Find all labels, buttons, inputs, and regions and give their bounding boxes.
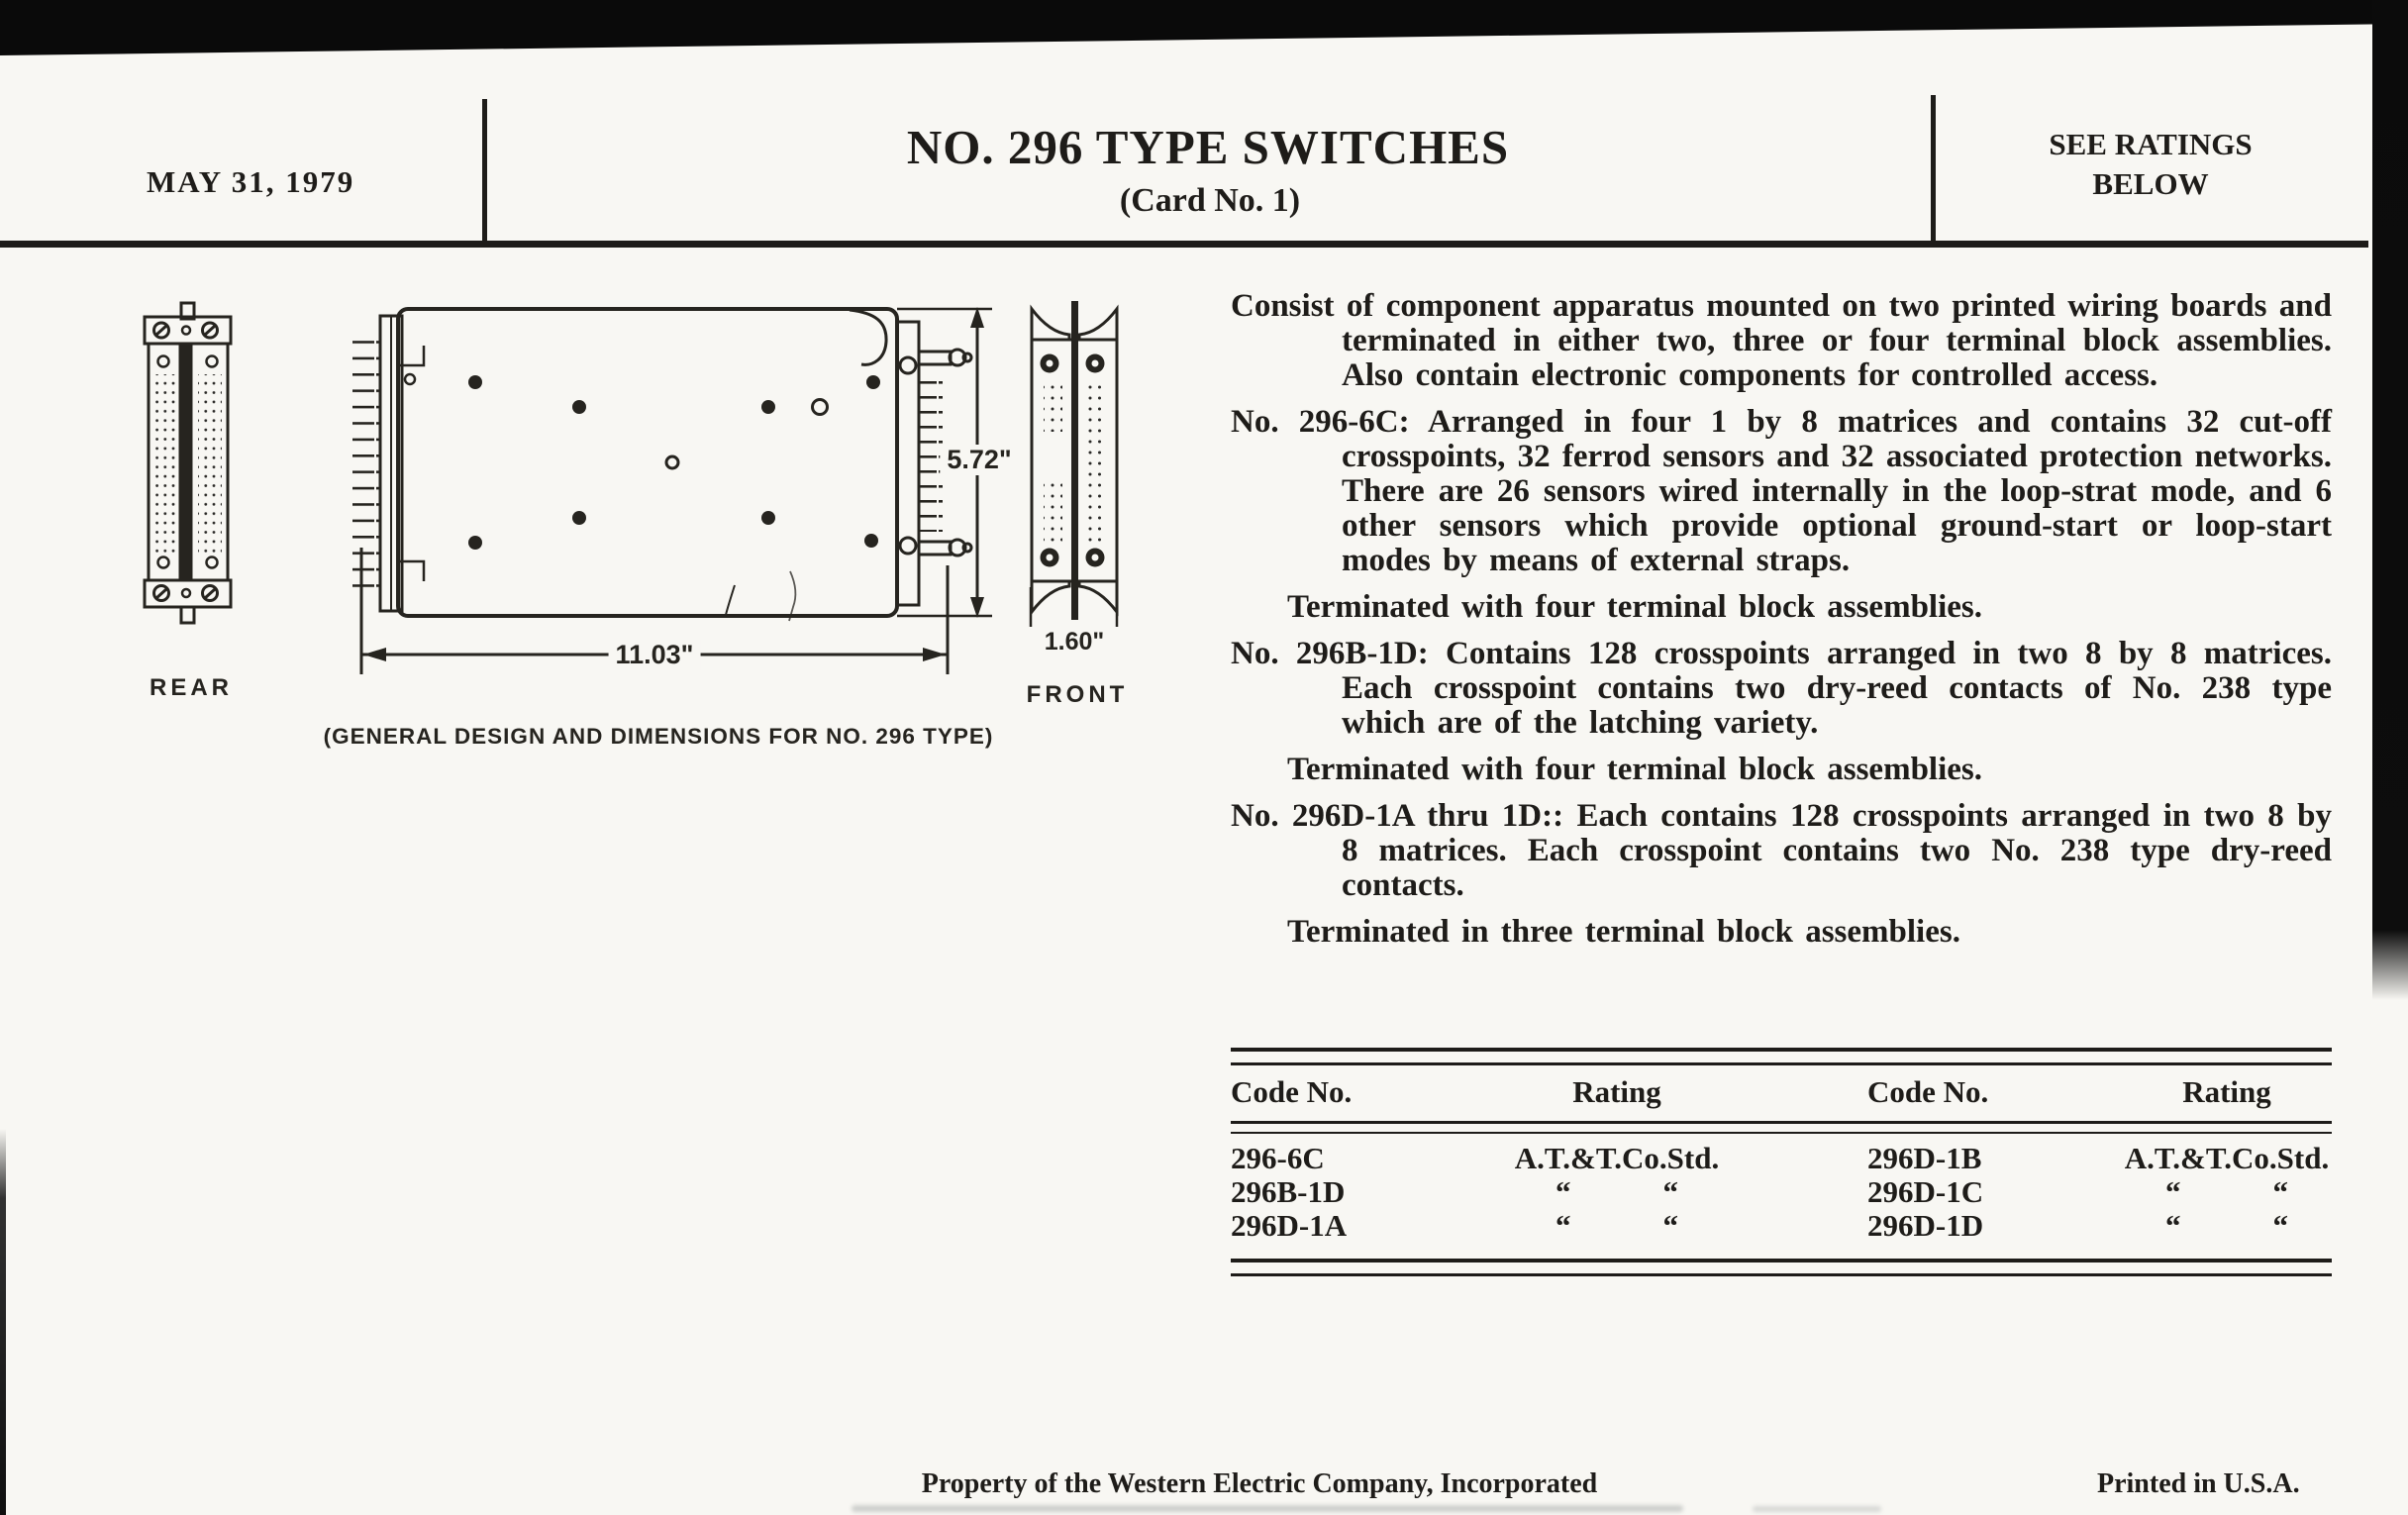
- scan-smudge: [1753, 1506, 1881, 1512]
- scan-top-edge: [0, 0, 2408, 59]
- code-cell: 296D-1A: [1231, 1208, 1348, 1243]
- printed-in-notice: Printed in U.S.A.: [2097, 1468, 2300, 1499]
- column-header: Code No.: [1231, 1074, 1353, 1109]
- table-rule-top: [1231, 1048, 2332, 1065]
- header-divider-right: [1931, 95, 1936, 244]
- table-rule-middle: [1231, 1121, 2332, 1134]
- property-notice: Property of the Western Electric Company, Incorporated: [921, 1468, 1598, 1499]
- table-row: [1231, 1142, 2332, 1175]
- code-cell: 296B-1D: [1231, 1174, 1346, 1209]
- scan-right-edge: [2372, 0, 2408, 1000]
- page-title: NO. 296 TYPE SWITCHES: [906, 120, 1510, 174]
- termination-note: Terminated with four terminal block assemblies.: [1287, 752, 1982, 787]
- code-cell: 296D-1C: [1867, 1174, 1984, 1209]
- table-body: [1231, 1134, 2332, 1259]
- issue-date: MAY 31, 1979: [147, 164, 355, 199]
- description-paragraph: No. 296-6C: Arranged in four 1 by 8 matrices and contains 32 cut-off crosspoints, 32 ferrod sensors and 32 associated protection networks. There are 26 sensors wired internally in the loop-strat mode, and 6 other sensors which provide optional ground-start or loop-start modes by means of external straps.: [1231, 404, 2333, 578]
- code-cell: 296-6C: [1231, 1141, 1325, 1175]
- column-header: Rating: [1572, 1074, 1661, 1109]
- table-header-row: [1231, 1065, 2332, 1121]
- dimension-width-label: 11.03": [609, 640, 701, 670]
- rating-cell: A.T.&T.Co.Std.: [2124, 1141, 2330, 1175]
- dimension-front-width-label: 1.60": [1044, 628, 1105, 656]
- ratings-note: [2049, 125, 2252, 204]
- dimension-height-label: 5.72": [940, 445, 1018, 475]
- scan-smudge: [852, 1505, 1683, 1512]
- header-divider-left: [482, 99, 487, 244]
- table-rule-bottom: [1231, 1259, 2332, 1276]
- description-paragraph: No. 296D-1A thru 1D:: Each contains 128 crosspoints arranged in two 8 by 8 matrices. Each crosspoint contains two No. 238 type dry-reed contacts.: [1231, 798, 2332, 903]
- table-row: [1231, 1209, 2332, 1243]
- column-header: Code No.: [1867, 1074, 1989, 1109]
- table-row: [1231, 1175, 2332, 1209]
- description-column: [1231, 289, 2332, 950]
- plan-view-drawing: [347, 292, 1010, 683]
- front-view-drawing: [1020, 295, 1139, 627]
- ratings-note-line2: BELOW: [2092, 166, 2209, 201]
- termination-note: Terminated with four terminal block assemblies.: [1287, 589, 1982, 625]
- rear-view-drawing: [129, 295, 248, 627]
- rating-ditto-cell: “ “: [2165, 1208, 2288, 1243]
- front-view-label: FRONT: [1026, 681, 1129, 708]
- rating-ditto-cell: “ “: [1555, 1174, 1678, 1209]
- rating-ditto-cell: “ “: [1555, 1208, 1678, 1243]
- ratings-note-line1: SEE RATINGS: [2049, 127, 2253, 161]
- page-subtitle: (Card No. 1): [1119, 182, 1301, 219]
- code-cell: 296D-1D: [1867, 1208, 1984, 1243]
- header-rule: [0, 241, 2368, 248]
- description-paragraph: No. 296B-1D: Contains 128 crosspoints arranged in two 8 by 8 matrices. Each crosspoint contains two dry-reed contacts of No. 238 type which are of the latching variety.: [1231, 636, 2332, 741]
- code-cell: 296D-1B: [1867, 1141, 1982, 1175]
- rating-cell: A.T.&T.Co.Std.: [1514, 1141, 1720, 1175]
- description-paragraph: Consist of component apparatus mounted on two printed wiring boards and terminated in either two, three or four terminal block assemblies. Also contain electronic components for controlled access.: [1231, 288, 2332, 393]
- drawing-caption: (GENERAL DESIGN AND DIMENSIONS FOR NO. 296 TYPE): [323, 724, 994, 749]
- ratings-table: [1231, 1048, 2332, 1276]
- rear-view-label: REAR: [149, 674, 234, 701]
- column-header: Rating: [2182, 1074, 2271, 1109]
- rating-ditto-cell: “ “: [2165, 1174, 2288, 1209]
- termination-note: Terminated in three terminal block assemblies.: [1287, 914, 1960, 950]
- scan-left-edge: [0, 1129, 6, 1515]
